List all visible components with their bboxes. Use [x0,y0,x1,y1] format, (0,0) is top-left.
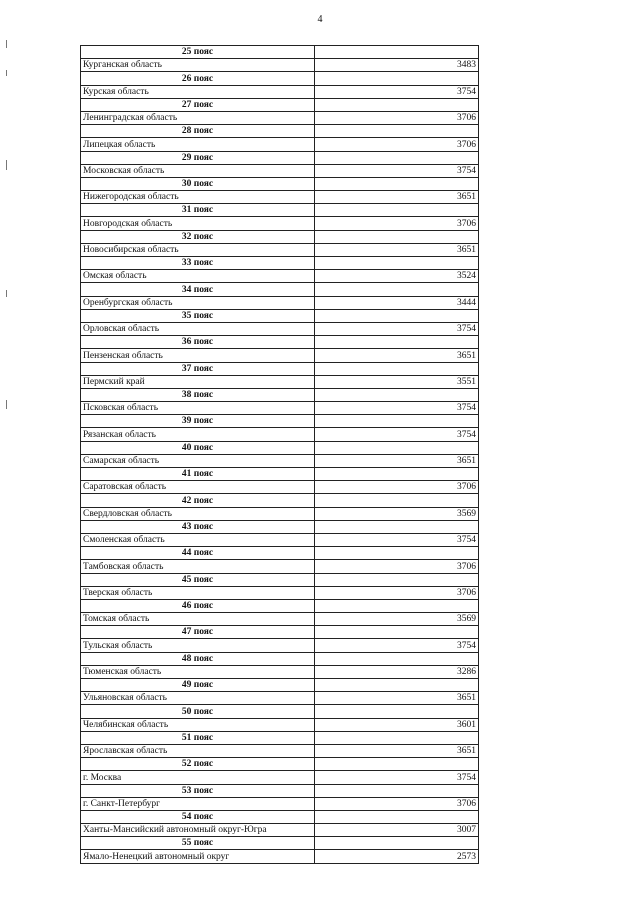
region-row [81,402,479,415]
region-row [81,59,479,72]
region-row [81,296,479,309]
region-name: Новгородская область [81,217,315,230]
belt-header-row [81,415,479,428]
empty-value-cell [315,758,479,771]
region-name: г. Москва [81,771,315,784]
region-value: 3706 [315,217,479,230]
region-value: 3754 [315,85,479,98]
region-row [81,111,479,124]
region-name: г. Санкт-Петербург [81,797,315,810]
region-row [81,164,479,177]
belt-label: 32 пояс [81,230,315,243]
belt-label: 42 пояс [81,494,315,507]
region-name: Самарская область [81,454,315,467]
region-name: Саратовская область [81,481,315,494]
belt-header-row [81,388,479,401]
belt-label: 34 пояс [81,283,315,296]
region-value: 3706 [315,797,479,810]
region-name: Томская область [81,613,315,626]
region-row [81,349,479,362]
region-name: Курская область [81,85,315,98]
region-row [81,270,479,283]
region-row [81,586,479,599]
region-name: Новосибирская область [81,243,315,256]
belt-label: 26 пояс [81,72,315,85]
empty-value-cell [315,388,479,401]
region-name: Орловская область [81,322,315,335]
region-row [81,824,479,837]
region-value: 3706 [315,560,479,573]
belt-header-row [81,72,479,85]
empty-value-cell [315,204,479,217]
belt-header-row [81,98,479,111]
empty-value-cell [315,72,479,85]
region-value: 3706 [315,586,479,599]
belt-header-row [81,810,479,823]
region-row [81,481,479,494]
belt-label: 44 пояс [81,547,315,560]
belt-label: 33 пояс [81,257,315,270]
belt-label: 53 пояс [81,784,315,797]
region-row [81,744,479,757]
region-row [81,217,479,230]
region-value: 3754 [315,533,479,546]
region-name: Ханты-Мансийский автономный округ-Югра [81,824,315,837]
region-row [81,665,479,678]
empty-value-cell [315,283,479,296]
region-value: 3651 [315,692,479,705]
empty-value-cell [315,362,479,375]
region-value: 3601 [315,718,479,731]
empty-value-cell [315,415,479,428]
region-name: Свердловская область [81,507,315,520]
empty-value-cell [315,547,479,560]
region-name: Пензенская область [81,349,315,362]
region-row [81,507,479,520]
region-value: 3651 [315,191,479,204]
belt-header-row [81,784,479,797]
belt-label: 36 пояс [81,336,315,349]
belt-label: 30 пояс [81,177,315,190]
belt-label: 25 пояс [81,46,315,59]
region-row [81,454,479,467]
belt-label: 45 пояс [81,573,315,586]
region-value: 3651 [315,243,479,256]
region-name: Курганская область [81,59,315,72]
region-name: Омская область [81,270,315,283]
belt-header-row [81,520,479,533]
empty-value-cell [315,731,479,744]
region-row [81,533,479,546]
region-value: 3483 [315,59,479,72]
belt-label: 54 пояс [81,810,315,823]
belt-header-row [81,441,479,454]
belt-header-row [81,309,479,322]
empty-value-cell [315,257,479,270]
region-value: 3524 [315,270,479,283]
region-name: Оренбургская область [81,296,315,309]
belt-label: 49 пояс [81,679,315,692]
region-value: 3706 [315,111,479,124]
belt-label: 39 пояс [81,415,315,428]
region-name: Московская область [81,164,315,177]
region-name: Тульская область [81,639,315,652]
page-number: 4 [317,14,323,25]
belt-header-row [81,204,479,217]
region-name: Тюменская область [81,665,315,678]
belt-header-row [81,837,479,850]
belt-header-row [81,494,479,507]
belt-table-body [81,46,479,864]
region-value: 3569 [315,613,479,626]
empty-value-cell [315,626,479,639]
region-value: 3754 [315,639,479,652]
empty-value-cell [315,679,479,692]
empty-value-cell [315,468,479,481]
region-row [81,718,479,731]
belt-header-row [81,573,479,586]
region-row [81,613,479,626]
belt-header-row [81,547,479,560]
region-row [81,560,479,573]
region-row [81,191,479,204]
region-value: 3754 [315,164,479,177]
empty-value-cell [315,336,479,349]
belt-label: 48 пояс [81,652,315,665]
region-value: 3651 [315,454,479,467]
empty-value-cell [315,810,479,823]
region-name: Псковская область [81,402,315,415]
region-row [81,850,479,863]
empty-value-cell [315,520,479,533]
region-value: 3706 [315,481,479,494]
belt-header-row [81,679,479,692]
belt-header-row [81,468,479,481]
region-row [81,639,479,652]
region-name: Ярославская область [81,744,315,757]
empty-value-cell [315,441,479,454]
region-row [81,322,479,335]
belt-label: 38 пояс [81,388,315,401]
belt-header-row [81,731,479,744]
belt-header-row [81,626,479,639]
empty-value-cell [315,98,479,111]
region-value: 3569 [315,507,479,520]
region-value: 3754 [315,428,479,441]
belt-header-row [81,652,479,665]
belt-label: 29 пояс [81,151,315,164]
region-row [81,692,479,705]
region-name: Тамбовская область [81,560,315,573]
region-value: 3754 [315,322,479,335]
belt-header-row [81,362,479,375]
region-value: 3551 [315,375,479,388]
belt-label: 47 пояс [81,626,315,639]
belt-label: 27 пояс [81,98,315,111]
region-value: 3651 [315,349,479,362]
region-name: Челябинская область [81,718,315,731]
margin-scan-marks [6,40,8,420]
belt-label: 55 пояс [81,837,315,850]
region-value: 2573 [315,850,479,863]
empty-value-cell [315,46,479,59]
region-name: Липецкая область [81,138,315,151]
belt-label: 50 пояс [81,705,315,718]
region-value: 3286 [315,665,479,678]
belt-label: 51 пояс [81,731,315,744]
region-row [81,797,479,810]
belt-label: 43 пояс [81,520,315,533]
region-row [81,243,479,256]
belt-header-row [81,125,479,138]
empty-value-cell [315,309,479,322]
belt-header-row [81,257,479,270]
belt-label: 41 пояс [81,468,315,481]
region-name: Ямало-Ненецкий автономный округ [81,850,315,863]
belt-label: 37 пояс [81,362,315,375]
region-name: Пермский край [81,375,315,388]
region-name: Смоленская область [81,533,315,546]
region-name: Нижегородская область [81,191,315,204]
empty-value-cell [315,125,479,138]
empty-value-cell [315,494,479,507]
region-value: 3007 [315,824,479,837]
belt-header-row [81,336,479,349]
region-name: Рязанская область [81,428,315,441]
empty-value-cell [315,705,479,718]
belt-header-row [81,758,479,771]
empty-value-cell [315,784,479,797]
region-name: Тверская область [81,586,315,599]
belt-label: 40 пояс [81,441,315,454]
belt-label: 35 пояс [81,309,315,322]
belt-label: 52 пояс [81,758,315,771]
region-row [81,138,479,151]
empty-value-cell [315,230,479,243]
belt-header-row [81,151,479,164]
region-row [81,428,479,441]
region-value: 3651 [315,744,479,757]
region-value: 3754 [315,402,479,415]
belt-label: 46 пояс [81,599,315,612]
region-name: Ленинградская область [81,111,315,124]
empty-value-cell [315,177,479,190]
region-row [81,375,479,388]
empty-value-cell [315,573,479,586]
belt-header-row [81,599,479,612]
region-row [81,771,479,784]
region-value: 3706 [315,138,479,151]
region-value: 3754 [315,771,479,784]
empty-value-cell [315,652,479,665]
empty-value-cell [315,599,479,612]
region-row [81,85,479,98]
region-name: Ульяновская область [81,692,315,705]
belt-header-row [81,230,479,243]
region-value: 3444 [315,296,479,309]
belt-table [80,45,479,864]
empty-value-cell [315,151,479,164]
belt-header-row [81,46,479,59]
belt-label: 31 пояс [81,204,315,217]
empty-value-cell [315,837,479,850]
belt-header-row [81,705,479,718]
belt-header-row [81,283,479,296]
belt-header-row [81,177,479,190]
belt-label: 28 пояс [81,125,315,138]
